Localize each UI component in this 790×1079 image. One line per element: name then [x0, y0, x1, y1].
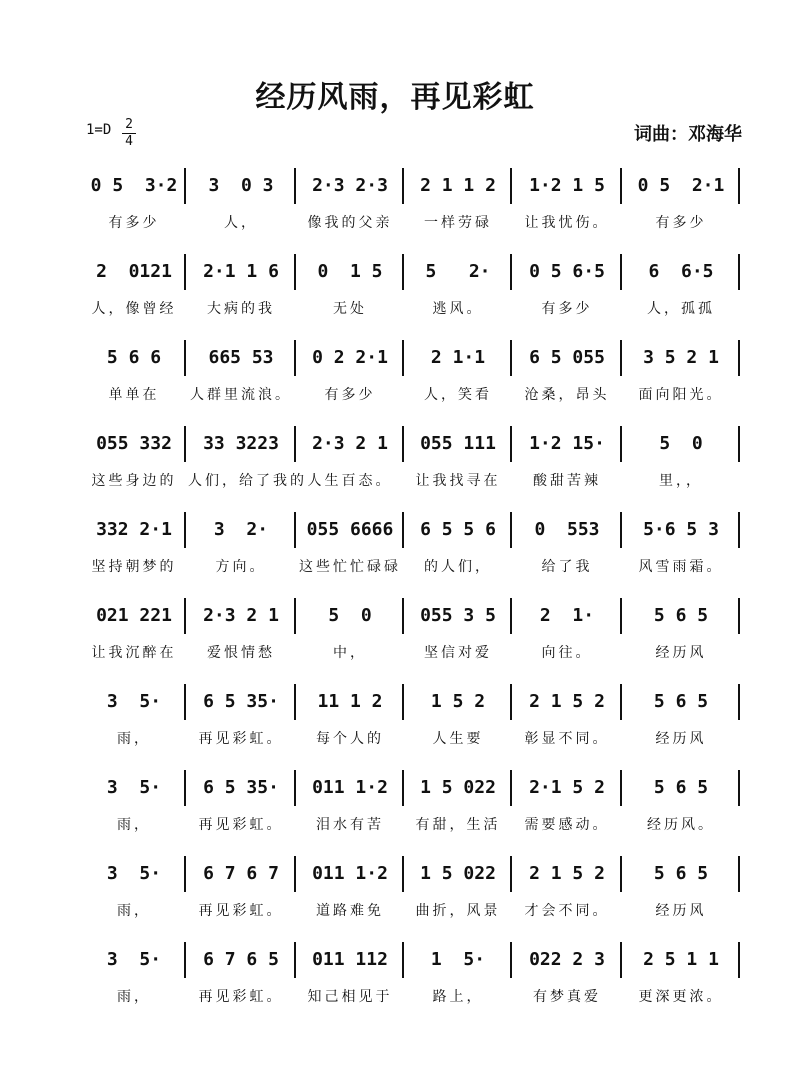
- barline: [402, 426, 404, 462]
- lyric-segment: 方向。: [215, 559, 267, 575]
- measure: 0 1 5: [317, 261, 383, 282]
- lyric-segment: 让我沉醉在: [91, 645, 177, 661]
- lyrics-row: [84, 384, 740, 406]
- measure: 1·2 1 5: [529, 175, 605, 196]
- lyric-segment: 再见彩虹。: [198, 731, 284, 747]
- barline: [294, 856, 296, 892]
- barline: [184, 942, 186, 978]
- measure: 2·3 2 1: [203, 605, 279, 626]
- song-title: 经历风雨，再见彩虹: [255, 80, 535, 115]
- lyric-segment: 一样劳碌: [424, 215, 492, 231]
- lyric-segment: 经历风: [655, 903, 707, 919]
- barline: [510, 254, 512, 290]
- lyric-segment: 人，笑看: [424, 387, 492, 403]
- barline: [510, 684, 512, 720]
- barline: [620, 512, 622, 548]
- measure: 0 5 6·5: [529, 261, 605, 282]
- barline: [510, 856, 512, 892]
- lyric-segment: 再见彩虹。: [198, 817, 284, 833]
- lyric-segment: 知己相见于: [307, 989, 393, 1005]
- lyric-segment: 有多少: [655, 215, 707, 231]
- measure: 021 221: [96, 605, 172, 626]
- measure: 2 1·1: [430, 347, 486, 368]
- notes-row: [84, 344, 740, 376]
- measure: 2·3 2 1: [312, 433, 388, 454]
- barline: [402, 942, 404, 978]
- measure: 5 2·: [425, 261, 491, 282]
- barline: [184, 426, 186, 462]
- measure: 5 0: [328, 605, 372, 626]
- lyric-segment: 大病的我: [207, 301, 275, 317]
- barline: [510, 598, 512, 634]
- lyric-segment: 人生要: [432, 731, 484, 747]
- lyric-segment: 里，，: [659, 473, 703, 489]
- measure: 1 5 2: [430, 691, 486, 712]
- measure: 3 5·: [106, 777, 162, 798]
- barline: [738, 942, 740, 978]
- measure: 5 6 5: [653, 863, 709, 884]
- measure: 6 5 35·: [203, 777, 279, 798]
- barline: [738, 512, 740, 548]
- barline: [294, 684, 296, 720]
- lyric-segment: 的人们，: [424, 559, 492, 575]
- barline: [510, 942, 512, 978]
- lyric-segment: 更深更浓。: [638, 989, 724, 1005]
- notes-row: [84, 688, 740, 720]
- measure: 0 5 3·2: [90, 175, 178, 196]
- barline: [510, 340, 512, 376]
- measure: 055 6666: [306, 519, 394, 540]
- lyric-segment: 雨，: [117, 731, 151, 747]
- measure: 011 1·2: [312, 863, 388, 884]
- barline: [738, 856, 740, 892]
- lyric-segment: 向往。: [541, 645, 593, 661]
- measure: 1·2 15·: [529, 433, 605, 454]
- score-system: [84, 856, 740, 941]
- barline: [184, 512, 186, 548]
- barline: [402, 598, 404, 634]
- barline: [620, 340, 622, 376]
- lyric-segment: 这些忙忙碌碌: [299, 559, 401, 575]
- measure: 5 6 5: [653, 691, 709, 712]
- barline: [738, 426, 740, 462]
- lyric-segment: 有多少: [108, 215, 160, 231]
- lyric-segment: 才会不同。: [524, 903, 610, 919]
- lyric-segment: 风雪雨霜。: [638, 559, 724, 575]
- measure: 0 553: [534, 519, 600, 540]
- measure: 3 5·: [106, 863, 162, 884]
- barline: [294, 168, 296, 204]
- barline: [402, 856, 404, 892]
- measure: 055 111: [420, 433, 496, 454]
- lyric-segment: 雨，: [117, 989, 151, 1005]
- lyrics-row: [84, 556, 740, 578]
- measure: 3 0 3: [208, 175, 274, 196]
- notes-row: [84, 860, 740, 892]
- time-signature-top: 2: [125, 117, 133, 132]
- barline: [620, 770, 622, 806]
- measure: 0 5 2·1: [637, 175, 725, 196]
- measure: 011 112: [312, 949, 388, 970]
- notes-row: [84, 946, 740, 978]
- measure: 665 53: [208, 347, 274, 368]
- barline: [620, 168, 622, 204]
- barline: [738, 168, 740, 204]
- lyric-segment: 需要感动。: [524, 817, 610, 833]
- barline: [184, 598, 186, 634]
- lyric-segment: 沧桑，昂头: [524, 387, 610, 403]
- score-system: [84, 254, 740, 339]
- measure: 2 1 5 2: [529, 691, 605, 712]
- barline: [402, 340, 404, 376]
- measure: 022 2 3: [529, 949, 605, 970]
- lyric-segment: 像我的父亲: [307, 215, 393, 231]
- barline: [294, 598, 296, 634]
- measure: 1 5·: [430, 949, 486, 970]
- measure: 1 5 022: [420, 863, 496, 884]
- lyric-segment: 无处: [333, 301, 367, 317]
- measure: 2·1 5 2: [529, 777, 605, 798]
- measure: 6 5 055: [529, 347, 605, 368]
- lyric-segment: 有甜，生活: [415, 817, 501, 833]
- score-system: [84, 598, 740, 683]
- barline: [510, 168, 512, 204]
- lyric-segment: 让我忧伤。: [524, 215, 610, 231]
- barline: [620, 856, 622, 892]
- barline: [184, 168, 186, 204]
- lyric-segment: 雨，: [117, 903, 151, 919]
- lyrics-row: [84, 986, 740, 1008]
- score-system: [84, 512, 740, 597]
- lyric-segment: 爱恨情愁: [207, 645, 275, 661]
- barline: [294, 426, 296, 462]
- lyric-segment: 经历风。: [647, 817, 715, 833]
- score-system: [84, 340, 740, 425]
- score-system: [84, 168, 740, 253]
- lyric-segment: 人们，给了我的: [188, 473, 307, 489]
- lyric-segment: 道路难免: [316, 903, 384, 919]
- measure: 055 332: [96, 433, 172, 454]
- measure: 5 6 5: [653, 605, 709, 626]
- score-system: [84, 770, 740, 855]
- barline: [510, 426, 512, 462]
- barline: [294, 770, 296, 806]
- notes-row: [84, 172, 740, 204]
- barline: [402, 770, 404, 806]
- measure: 2 5 1 1: [643, 949, 719, 970]
- lyric-segment: 有多少: [541, 301, 593, 317]
- notes-row: [84, 258, 740, 290]
- measure: 6 5 5 6: [420, 519, 496, 540]
- lyric-segment: 经历风: [655, 731, 707, 747]
- lyric-segment: 人，像曾经: [91, 301, 177, 317]
- measure: 3 5·: [106, 691, 162, 712]
- lyrics-row: [84, 728, 740, 750]
- score-system: [84, 684, 740, 769]
- barline: [294, 254, 296, 290]
- measure: 11 1 2: [317, 691, 383, 712]
- barline: [184, 684, 186, 720]
- barline: [294, 340, 296, 376]
- measure: 2·3 2·3: [312, 175, 388, 196]
- lyric-segment: 给了我: [541, 559, 593, 575]
- composer-credit: 词曲：邓海华: [634, 124, 742, 145]
- lyric-segment: 坚信对爱: [424, 645, 492, 661]
- barline: [402, 512, 404, 548]
- lyric-segment: 再见彩虹。: [198, 989, 284, 1005]
- barline: [402, 254, 404, 290]
- barline: [738, 684, 740, 720]
- lyric-segment: 人生百态。: [307, 473, 393, 489]
- barline: [620, 254, 622, 290]
- measure: 5 6 6: [106, 347, 162, 368]
- barline: [184, 770, 186, 806]
- lyric-segment: 再见彩虹。: [198, 903, 284, 919]
- time-signature: [122, 118, 136, 149]
- lyrics-row: [84, 900, 740, 922]
- lyric-segment: 酸甜苦辣: [533, 473, 601, 489]
- measure: 0 2 2·1: [312, 347, 388, 368]
- notes-row: [84, 602, 740, 634]
- barline: [620, 942, 622, 978]
- measure: 5·6 5 3: [643, 519, 719, 540]
- barline: [510, 770, 512, 806]
- lyric-segment: 中，: [333, 645, 367, 661]
- lyrics-row: [84, 814, 740, 836]
- barline: [738, 340, 740, 376]
- lyric-segment: 泪水有苦: [316, 817, 384, 833]
- lyric-segment: 人，孤孤: [647, 301, 715, 317]
- lyrics-row: [84, 298, 740, 320]
- measure: 6 6·5: [648, 261, 714, 282]
- lyric-segment: 这些身边的: [91, 473, 177, 489]
- measure: 332 2·1: [96, 519, 172, 540]
- measure: 055 3 5: [420, 605, 496, 626]
- measure: 5 6 5: [653, 777, 709, 798]
- measure: 2 1 5 2: [529, 863, 605, 884]
- lyric-segment: 有多少: [324, 387, 376, 403]
- lyric-segment: 逃风。: [432, 301, 484, 317]
- lyric-segment: 经历风: [655, 645, 707, 661]
- measure: 6 5 35·: [203, 691, 279, 712]
- barline: [184, 340, 186, 376]
- lyrics-row: [84, 470, 740, 492]
- barline: [738, 770, 740, 806]
- measure: 3 5 2 1: [643, 347, 719, 368]
- measure: 2 1·: [539, 605, 595, 626]
- measure: 33 3223: [203, 433, 279, 454]
- measure: 2 1 1 2: [420, 175, 496, 196]
- lyric-segment: 面向阳光。: [638, 387, 724, 403]
- barline: [620, 684, 622, 720]
- lyrics-row: [84, 212, 740, 234]
- measure: 011 1·2: [312, 777, 388, 798]
- lyrics-row: [84, 642, 740, 664]
- barline: [620, 598, 622, 634]
- measure: 1 5 022: [420, 777, 496, 798]
- lyric-segment: 单单在: [108, 387, 160, 403]
- key-signature: 1=D: [86, 122, 112, 138]
- lyric-segment: 有梦真爱: [533, 989, 601, 1005]
- score-system: [84, 426, 740, 511]
- barline: [738, 598, 740, 634]
- barline: [184, 254, 186, 290]
- barline: [294, 942, 296, 978]
- lyric-segment: 人，: [224, 215, 258, 231]
- lyric-segment: 坚持朝梦的: [91, 559, 177, 575]
- barline: [510, 512, 512, 548]
- measure: 5 0: [659, 433, 703, 454]
- measure: 3 2·: [213, 519, 269, 540]
- barline: [294, 512, 296, 548]
- lyric-segment: 雨，: [117, 817, 151, 833]
- measure: 3 5·: [106, 949, 162, 970]
- lyric-segment: 路上，: [432, 989, 484, 1005]
- measure: 2·1 1 6: [203, 261, 279, 282]
- lyric-segment: 彰显不同。: [524, 731, 610, 747]
- notes-row: [84, 430, 740, 462]
- barline: [184, 856, 186, 892]
- notes-row: [84, 774, 740, 806]
- score-system: [84, 942, 740, 1027]
- lyric-segment: 每个人的: [316, 731, 384, 747]
- notes-row: [84, 516, 740, 548]
- lyric-segment: 曲折，风景: [415, 903, 501, 919]
- barline: [620, 426, 622, 462]
- barline: [402, 684, 404, 720]
- measure: 6 7 6 5: [203, 949, 279, 970]
- lyric-segment: 让我找寻在: [415, 473, 501, 489]
- barline: [402, 168, 404, 204]
- lyric-segment: 人群里流浪。: [190, 387, 292, 403]
- measure: 6 7 6 7: [203, 863, 279, 884]
- measure: 2 0121: [96, 261, 172, 282]
- time-signature-bottom: 4: [125, 134, 133, 149]
- barline: [738, 254, 740, 290]
